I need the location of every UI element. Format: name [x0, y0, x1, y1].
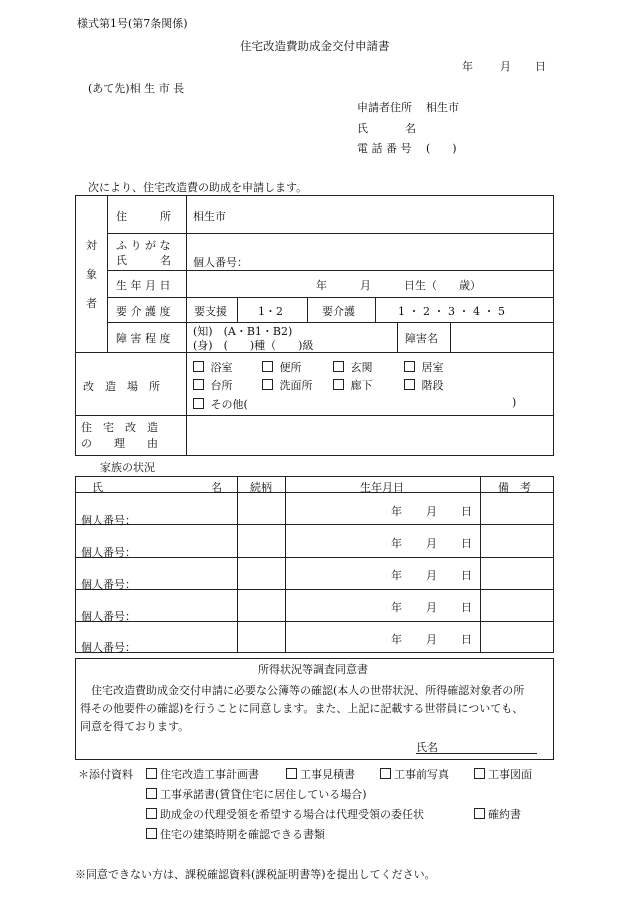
divider: [450, 322, 451, 352]
birth-label: 生 年 月 日: [116, 279, 171, 292]
family-heading: 家族の状況: [100, 461, 155, 474]
divider: [75, 621, 554, 622]
family-row-1-day: 日: [461, 505, 472, 518]
family-row-5-month: 月: [426, 633, 437, 646]
disability-line1: (知) (A・B1・B2): [193, 325, 293, 338]
applicant-address-label: 申請者住所: [357, 101, 412, 114]
divider: [186, 195, 187, 456]
care-level-label: 要介護: [322, 305, 355, 318]
divider: [375, 297, 376, 322]
attach-plan[interactable]: 住宅改造工事計画書: [146, 766, 259, 782]
place-entrance[interactable]: 玄関: [333, 359, 373, 375]
divider: [285, 476, 286, 653]
attach-photos[interactable]: 工事前写真: [380, 766, 449, 782]
place-hallway[interactable]: 廊下: [333, 377, 373, 393]
checkbox-icon: [474, 768, 485, 779]
divider: [75, 589, 554, 590]
intro-text: 次により、住宅改造費の助成を申請します。: [88, 181, 308, 194]
family-row-4-month: 月: [426, 601, 437, 614]
divider: [75, 557, 554, 558]
signature-line[interactable]: [416, 753, 537, 754]
divider: [75, 352, 554, 353]
family-row-3-month: 月: [426, 569, 437, 582]
subject-side-label-1: 対: [86, 239, 97, 252]
applicant-name-label-1: 氏: [357, 122, 368, 135]
form-id: 様式第1号(第7条関係): [77, 17, 188, 30]
checkbox-icon: [286, 768, 297, 779]
family-row-5-year: 年: [391, 633, 402, 646]
applicant-phone-paren: ( ): [426, 142, 457, 155]
family-header-relation: 続柄: [250, 481, 272, 494]
support-label: 要支援: [194, 305, 227, 318]
subject-side-label-3: 者: [86, 297, 97, 310]
applicant-name-label-2: 名: [405, 122, 416, 135]
reason-label-1: 住 宅 改 造: [81, 421, 158, 434]
place-living[interactable]: 居室: [404, 359, 444, 375]
applicant-phone-label: 電 話 番 号: [357, 142, 412, 155]
family-row-1-my-number: 個人番号：: [81, 514, 136, 527]
subject-side-label-2: 象: [86, 268, 97, 281]
family-row-4-my-number: 個人番号：: [81, 610, 136, 623]
date-year: 年: [462, 60, 473, 73]
family-header-notes: 備 考: [498, 481, 531, 494]
divider: [480, 476, 481, 653]
family-row-2-month: 月: [426, 537, 437, 550]
checkbox-icon: [193, 379, 204, 390]
checkbox-icon: [193, 361, 204, 372]
addressee: (あて先)相 生 市 長: [88, 82, 185, 95]
place-other[interactable]: その他(: [193, 396, 248, 412]
family-row-5-day: 日: [461, 633, 472, 646]
family-header-name-left: 氏: [92, 481, 103, 494]
birth-value: 年 月 日生（ 歳）: [316, 279, 481, 292]
divider: [107, 322, 554, 323]
attach-estimate[interactable]: 工事見積書: [286, 766, 355, 782]
checkbox-icon: [146, 808, 157, 819]
family-row-2-day: 日: [461, 537, 472, 550]
consent-line1: 住宅改造費助成金交付申請に必要な公簿等の確認(本人の世帯状況、所得確認対象者の所: [91, 684, 525, 697]
reason-label-2: の 理 由: [81, 437, 158, 450]
checkbox-icon: [404, 361, 415, 372]
checkbox-icon: [333, 361, 344, 372]
place-other-close: ): [512, 396, 517, 409]
attachments-label: ＊添付資料: [78, 768, 133, 781]
divider: [107, 195, 108, 352]
consent-line3: 同意を得ております。: [80, 720, 190, 733]
divider: [237, 476, 238, 653]
family-row-2-my-number: 個人番号：: [81, 546, 136, 559]
checkbox-icon: [146, 828, 157, 839]
family-row-3-day: 日: [461, 569, 472, 582]
attach-pledge[interactable]: 確約書: [474, 806, 521, 822]
checkbox-icon: [146, 768, 157, 779]
checkbox-icon: [262, 379, 273, 390]
divider: [237, 297, 238, 322]
divider: [307, 297, 308, 322]
consent-line2: 得その他要件の確認)を行うことに同意します。また、上記に記載する世帯員についても、: [80, 702, 524, 715]
family-row-3-my-number: 個人番号：: [81, 578, 136, 591]
family-header-birth: 生年月日: [360, 481, 404, 494]
divider: [75, 524, 554, 525]
family-row-2-year: 年: [391, 537, 402, 550]
signature-label: 氏名: [416, 741, 438, 754]
disability-line2: (身) ( )種（ )級: [193, 339, 314, 352]
place-stairs[interactable]: 階段: [404, 377, 444, 393]
care-label: 要 介 護 度: [116, 305, 171, 318]
support-levels: 1・2: [258, 305, 283, 318]
footnote: ※同意できない方は、課税確認資料(課税証明書等)を提出してください。: [75, 868, 436, 881]
divider: [107, 297, 554, 298]
family-table: [75, 476, 554, 653]
attach-build-date[interactable]: 住宅の建築時期を確認できる書類: [146, 826, 325, 842]
checkbox-icon: [146, 788, 157, 799]
my-number-label: 個人番号：: [193, 256, 248, 269]
renovation-label: 改 造 場 所: [83, 380, 160, 393]
furigana-label: ふ り が な: [116, 239, 171, 252]
place-toilet[interactable]: 便所: [262, 359, 302, 375]
form-title: 住宅改造費助成金交付申請書: [240, 39, 390, 53]
family-row-1-year: 年: [391, 505, 402, 518]
family-row-5-my-number: 個人番号：: [81, 641, 136, 654]
consent-title: 所得状況等調査同意書: [258, 663, 368, 676]
checkbox-icon: [193, 398, 204, 409]
application-table: [75, 195, 554, 456]
checkbox-icon: [333, 379, 344, 390]
family-header-name-right: 名: [211, 481, 222, 494]
attach-drawings[interactable]: 工事図面: [474, 766, 532, 782]
checkbox-icon: [380, 768, 391, 779]
family-row-1-month: 月: [426, 505, 437, 518]
divider: [75, 492, 554, 493]
care-levels: 1 ・ 2 ・ 3 ・ 4 ・ 5: [398, 305, 505, 318]
subject-address-value: 相生市: [193, 210, 226, 223]
checkbox-icon: [404, 379, 415, 390]
checkbox-icon: [474, 808, 485, 819]
divider: [397, 322, 398, 352]
divider: [75, 415, 554, 416]
place-bath[interactable]: 浴室: [193, 359, 233, 375]
date-month: 月: [500, 60, 511, 73]
family-row-4-day: 日: [461, 601, 472, 614]
attach-proxy[interactable]: 助成金の代理受領を希望する場合は代理受領の委任状: [146, 806, 424, 822]
applicant-address-value: 相生市: [426, 101, 459, 114]
subject-address-label: 住 所: [116, 210, 171, 223]
divider: [107, 270, 554, 271]
disability-name-label: 障害名: [405, 332, 438, 345]
subject-name-label: 氏 名: [116, 254, 171, 267]
date-day: 日: [535, 60, 546, 73]
divider: [107, 233, 554, 234]
place-kitchen[interactable]: 台所: [193, 377, 233, 393]
family-row-4-year: 年: [391, 601, 402, 614]
attach-consent[interactable]: 工事承諾書(賃貸住宅に居住している場合): [146, 786, 367, 802]
place-washroom[interactable]: 洗面所: [262, 377, 313, 393]
disability-label: 障 害 程 度: [116, 332, 171, 345]
family-row-3-year: 年: [391, 569, 402, 582]
checkbox-icon: [262, 361, 273, 372]
